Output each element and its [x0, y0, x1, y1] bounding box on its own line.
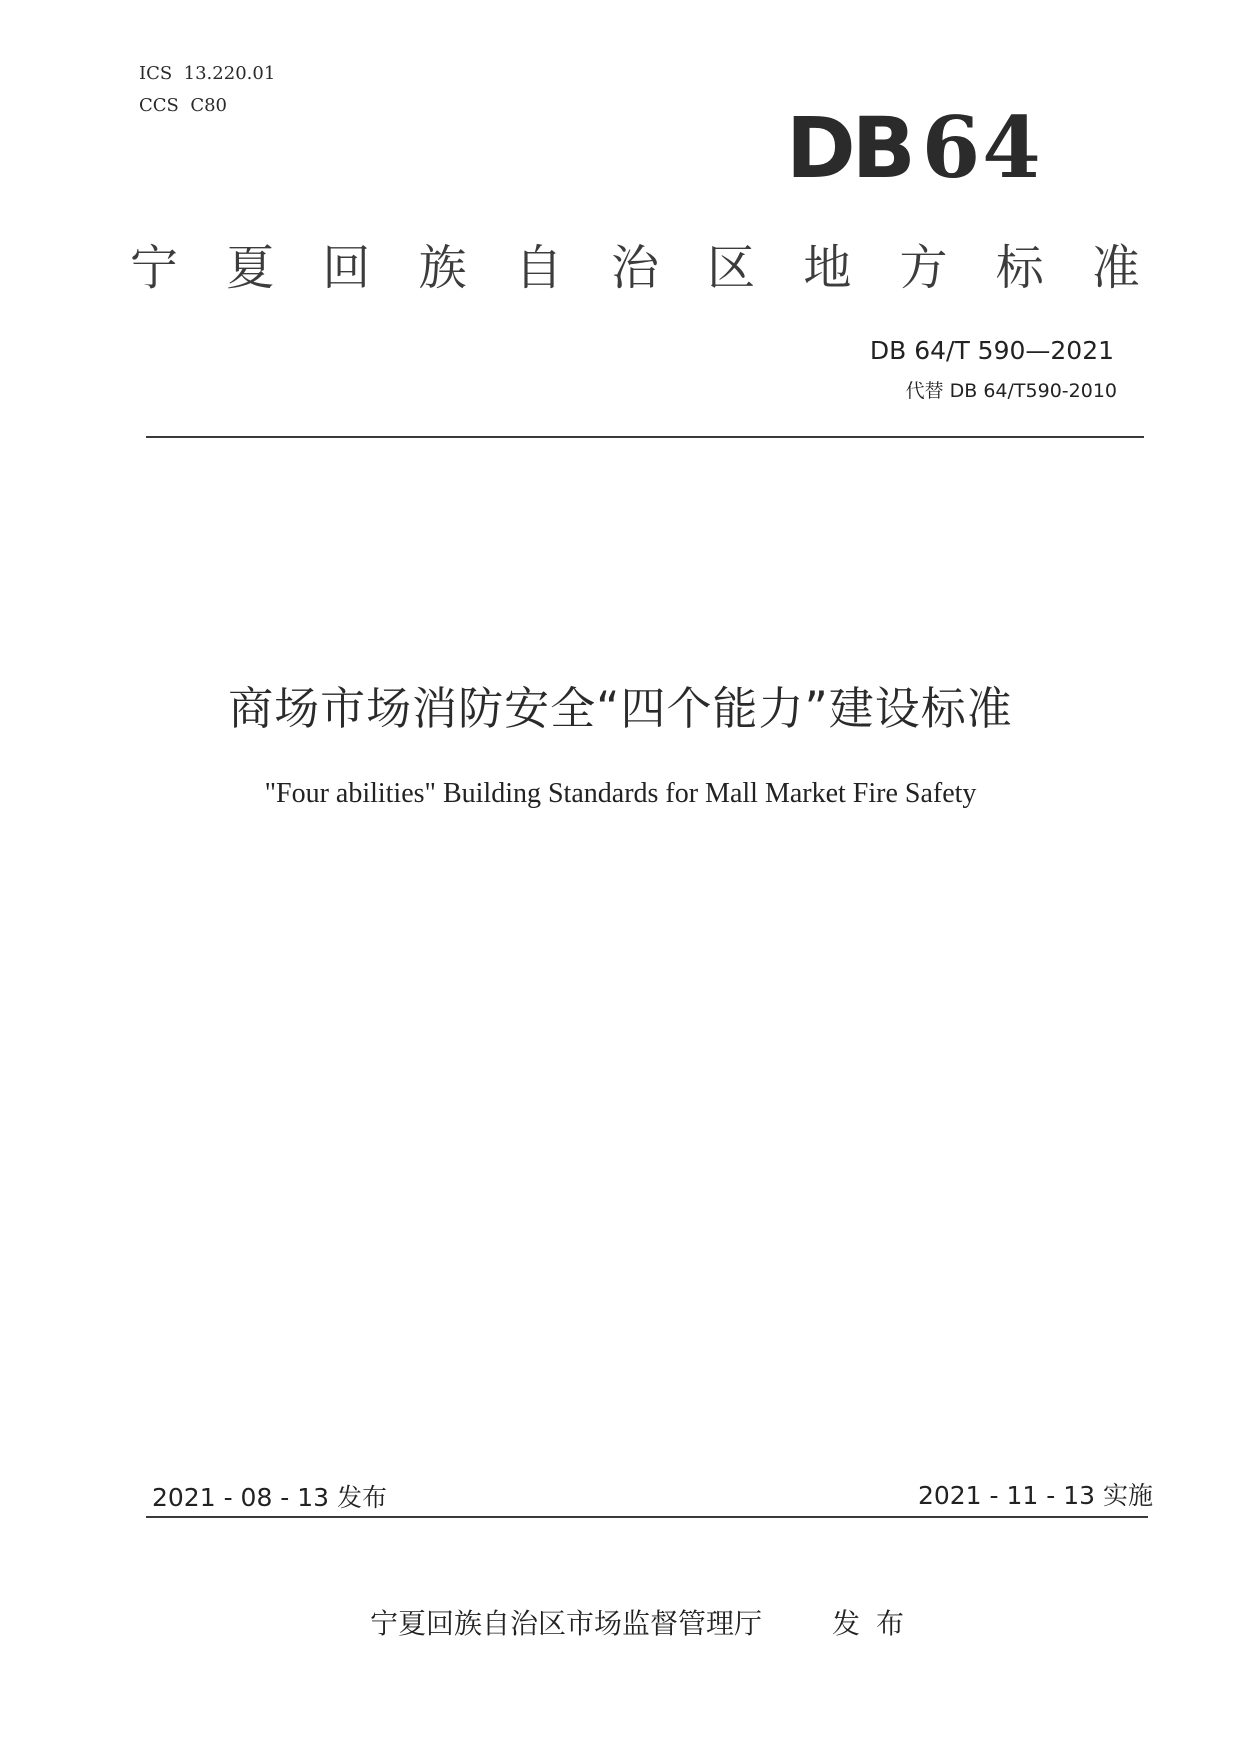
category-char: 回	[322, 240, 371, 296]
issue-date: 2021 - 08 - 13 发布	[152, 1483, 388, 1512]
db64-logo	[786, 98, 1043, 198]
document-title-en: "Four abilities" Building Standards for Mall Market Fire Safety	[264, 778, 977, 809]
replaces-standard: 代替 DB 64/T590-2010	[905, 380, 1117, 402]
category-char: 地	[803, 240, 852, 296]
ccs-code: CCS C80	[139, 95, 227, 116]
document-title-cn: 商场市场消防安全“四个能力”建设标准	[228, 682, 1013, 735]
ics-code: ICS 13.220.01	[139, 63, 276, 84]
logo-number: 64	[921, 98, 1043, 197]
category-char: 自	[514, 240, 563, 296]
category-char: 宁	[130, 240, 179, 296]
header-divider	[146, 436, 1144, 438]
standard-number: DB 64/T 590—2021	[869, 336, 1114, 365]
category-char: 治	[610, 240, 659, 296]
implementation-date: 2021 - 11 - 13 实施	[917, 1481, 1153, 1510]
category-char: 夏	[226, 240, 275, 296]
logo-prefix: DB	[786, 99, 912, 197]
footer-divider	[146, 1516, 1148, 1518]
standard-category-title	[130, 238, 1140, 298]
classification-codes	[139, 58, 275, 122]
publish-label: 发布	[832, 1607, 921, 1640]
publisher-name: 宁夏回族自治区市场监督管理厅	[370, 1607, 763, 1640]
category-char: 方	[899, 240, 948, 296]
category-char: 区	[707, 240, 756, 296]
category-char: 准	[1091, 240, 1140, 296]
category-char: 族	[418, 240, 467, 296]
category-char: 标	[995, 240, 1044, 296]
